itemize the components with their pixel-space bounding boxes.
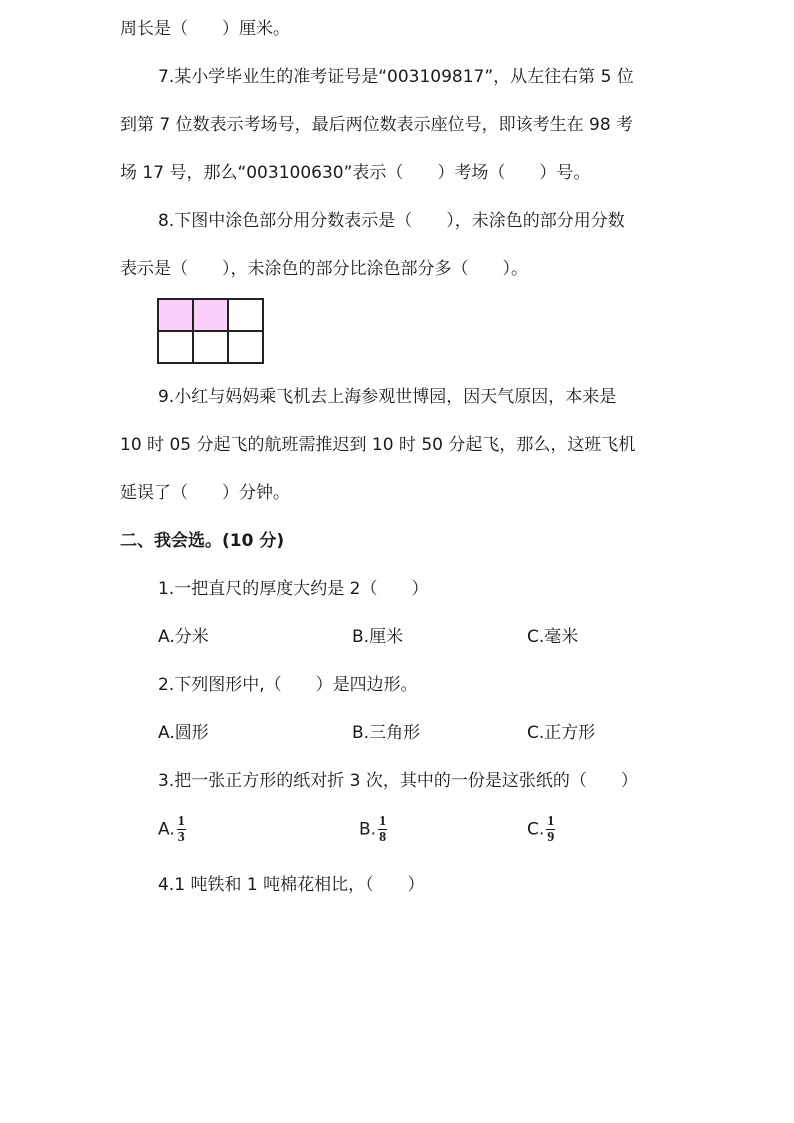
choice-q2-option-b: B.三角形 xyxy=(352,723,421,743)
choice-q1-text: 1.一把直尺的厚度大约是 2（ ） xyxy=(158,579,429,599)
fraction: $\frac{1}{3}$ xyxy=(177,814,185,845)
q8-line-1: 8.下图中涂色部分用分数表示是（ ），未涂色的部分用分数 xyxy=(158,211,625,231)
choice-q3-option-b xyxy=(359,814,387,845)
grid-cell xyxy=(229,300,264,332)
section-2-title: 二、我会选。(10 分) xyxy=(120,531,285,551)
grid-cell xyxy=(194,332,229,364)
grid-cell xyxy=(229,332,264,364)
choice-q3-text: 3.把一张正方形的纸对折 3 次，其中的一份是这张纸的（ ） xyxy=(158,771,638,791)
choice-q2-option-c: C.正方形 xyxy=(527,723,596,743)
grid-cell-shaded xyxy=(159,300,194,332)
q9-line-3: 延误了（ ）分钟。 xyxy=(120,483,290,503)
option-label: B. xyxy=(359,819,377,840)
fraction: $\frac{1}{9}$ xyxy=(547,814,555,845)
choice-q3-option-a xyxy=(158,814,186,845)
q7-line-1: 7.某小学毕业生的准考证号是“003109817”，从左往右第 5 位 xyxy=(158,67,634,87)
fraction-grid-figure xyxy=(157,298,264,364)
choice-q1-option-c: C.毫米 xyxy=(527,627,579,647)
choice-q2-option-a: A.圆形 xyxy=(158,723,209,743)
option-label: C. xyxy=(527,819,545,840)
choice-q4-text: 4.1 吨铁和 1 吨棉花相比，（ ） xyxy=(158,875,425,895)
q8-line-2: 表示是（ ），未涂色的部分比涂色部分多（ ）。 xyxy=(120,259,528,279)
q7-line-2: 到第 7 位数表示考场号，最后两位数表示座位号，即该考生在 98 考 xyxy=(120,115,634,135)
option-label: A. xyxy=(158,819,175,840)
grid-cell-shaded xyxy=(194,300,229,332)
q9-line-2: 10 时 05 分起飞的航班需推迟到 10 时 50 分起飞，那么，这班飞机 xyxy=(120,435,636,455)
choice-q1-option-a: A.分米 xyxy=(158,627,209,647)
q7-line-3: 场 17 号，那么“003100630”表示（ ）考场（ ）号。 xyxy=(120,163,591,183)
fraction: $\frac{1}{8}$ xyxy=(379,814,387,845)
choice-q2-text: 2.下列图形中,（ ）是四边形。 xyxy=(158,675,418,695)
choice-q3-option-c xyxy=(527,814,555,845)
grid-cell xyxy=(159,332,194,364)
choice-q1-option-b: B.厘米 xyxy=(352,627,404,647)
q9-line-1: 9.小红与妈妈乘飞机去上海参观世博园，因天气原因，本来是 xyxy=(158,387,617,407)
q6-tail-text: 周长是（ ）厘米。 xyxy=(120,19,290,39)
